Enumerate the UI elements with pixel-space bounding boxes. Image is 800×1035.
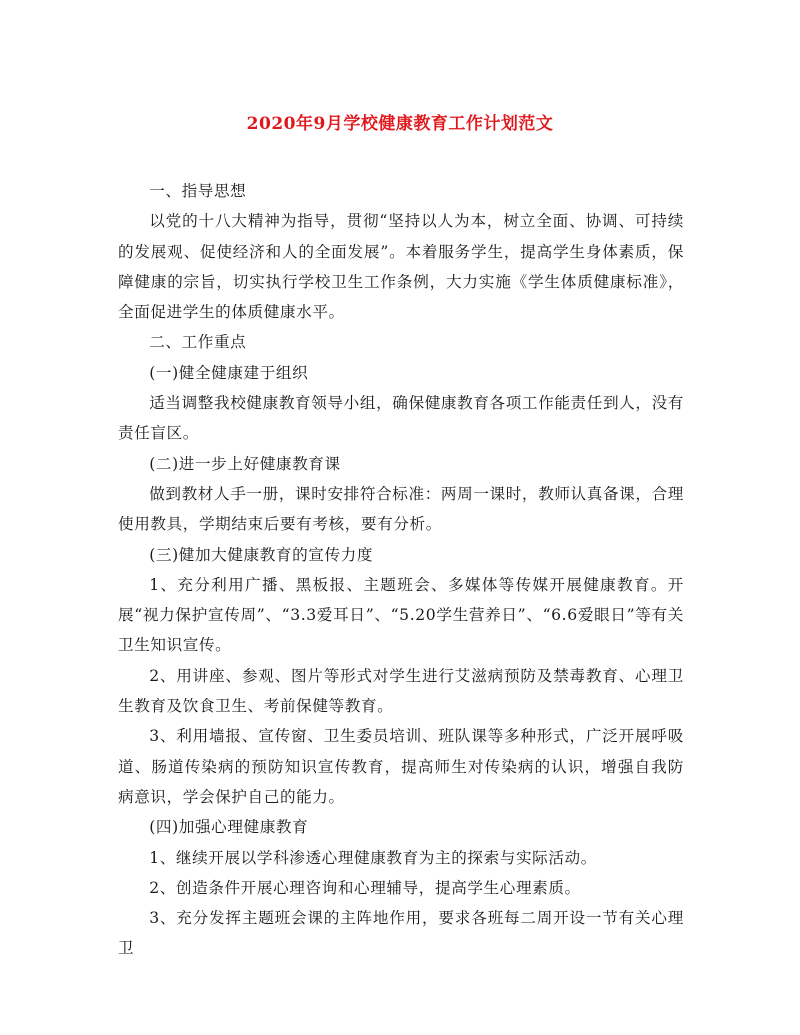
subheading-publicity: (三)健加大健康教育的宣传力度 [149,545,374,564]
list-item-mental-health-2: 2、创造条件开展心理咨询和心理辅导，提高学生心理素质。 [149,878,581,897]
subheading-health-class: (二)进一步上好健康教育课 [149,454,341,473]
document-title: 2020年9月学校健康教育工作计划范文 [246,114,554,134]
paragraph-organization: 适当调整我校健康教育领导小组，确保健康教育各项工作能责任到人，没有责任盲区。 [118,394,684,443]
paragraph-guiding-ideology: 以党的十八大精神为指导，贯彻“坚持以人为本，树立全面、协调、可持续的发展观、促使经济和人的全面发展”。本着服务学生，提高学生身体素质，保障健康的宗旨，切实执行学校卫生工作条例，大力实施《学生体质健康标准》，全面促进学生的体质健康水平。 [118,212,684,322]
subheading-organization: (一)健全健康建于组织 [149,363,309,382]
subheading-mental-health: (四)加强心理健康教育 [149,818,309,837]
list-item-mental-health-1: 1、继续开展以学科渗透心理健康教育为主的探索与实际活动。 [149,848,597,867]
document-body [118,176,684,964]
list-item-publicity-3: 3、利用墙报、宣传窗、卫生委员培训、班队课等多种形式，广泛开展呼吸道、肠道传染病的预防知识宣传教育，提高师生对传染病的认识，增强自我防病意识，学会保护自己的能力。 [118,727,684,806]
list-item-publicity-2: 2、用讲座、参观、图片等形式对学生进行艾滋病预防及禁毒教育、心理卫生教育及饮食卫生、考前保健等教育。 [118,666,684,716]
paragraph-health-class: 做到教材人手一册，课时安排符合标准：两周一课时，教师认真备课，合理使用教具，学期结束后要有考核，要有分析。 [118,484,684,534]
list-item-publicity-1: 1、充分利用广播、黑板报、主题班会、多媒体等传媒开展健康教育。开展“视力保护宣传周”、“3.3爱耳日”、“5.20学生营养日”、“6.6爱眼日”等有关卫生知识宣传。 [118,575,684,655]
section-heading-work-focus: 二、工作重点 [149,333,247,352]
list-item-mental-health-3: 3、充分发挥主题班会课的主阵地作用，要求各班每二周开设一节有关心理卫 [118,909,684,958]
section-heading-guiding-ideology: 一、指导思想 [149,182,247,200]
